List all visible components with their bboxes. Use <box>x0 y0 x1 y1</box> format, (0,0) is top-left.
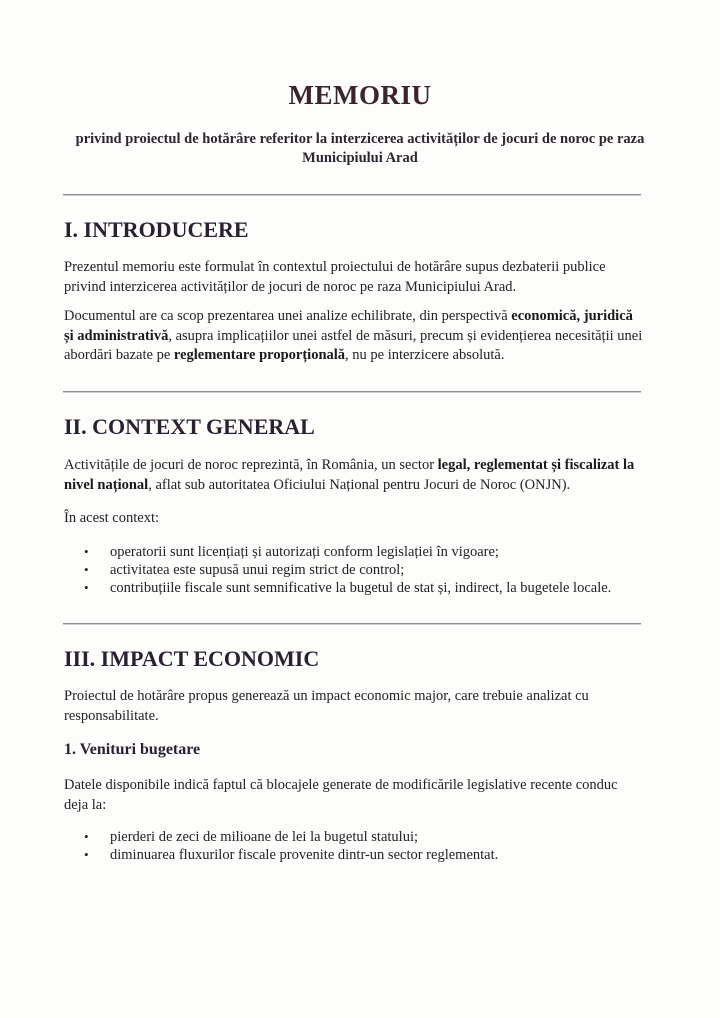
section-divider <box>63 623 641 625</box>
intro-p2-bold-a: economică, juridică și administrativă <box>64 308 633 344</box>
context-bullet-list <box>84 543 644 597</box>
section-heading-introducere: I. INTRODUCERE <box>64 217 249 242</box>
list-item: • diminuarea fluxurilor fiscale provenite dintr-un sector reglementat. <box>84 846 644 864</box>
context-p1-text-b: , aflat sub autoritatea Oficiului Național pentru Jocuri de Noroc (ONJN). <box>148 476 571 493</box>
section-heading-context-general: II. CONTEXT GENERAL <box>64 414 315 439</box>
section-divider <box>63 391 641 393</box>
document-title: MEMORIU <box>288 80 432 110</box>
document-subtitle: privind proiectul de hotărâre referitor la interzicerea activităților de jocuri de noroc pe raza Municipiului Arad <box>75 131 645 166</box>
list-item: • pierderi de zeci de milioane de lei la bugetul statului; <box>84 828 644 846</box>
impact-paragraph-2: Datele disponibile indică faptul că blocajele generate de modificările legislative recente conduc deja la: <box>64 777 618 813</box>
intro-p2-text-a: Documentul are ca scop prezentarea unei analize echilibrate, din perspectivă <box>64 308 512 324</box>
section-heading-impact-economic: III. IMPACT ECONOMIC <box>64 646 320 671</box>
intro-paragraph-2 <box>64 307 644 366</box>
impact-paragraph-1: Proiectul de hotărâre propus generează un impact economic major, care trebuie analizat cu responsabilitate. <box>64 688 589 724</box>
section-divider <box>63 194 641 196</box>
intro-p2-text-c: , nu pe interzicere absolută. <box>345 347 505 363</box>
subsection-heading-venituri-bugetare: 1. Venituri bugetare <box>64 741 201 758</box>
context-paragraph-1 <box>64 456 644 495</box>
intro-p2-bold-b: reglementare proporțională <box>173 347 346 363</box>
list-item: • contribuțiile fiscale sunt semnificative la bugetul de stat și, indirect, la bugetele locale. <box>84 579 644 597</box>
context-p1-text-a: Activitățile de jocuri de noroc reprezintă, în România, un sector <box>64 457 438 473</box>
intro-paragraph-1: Prezentul memoriu este formulat în contextul proiectului de hotărâre supus dezbaterii publice privind interzicerea activităților de jocuri de noroc pe raza Municipiului Arad. <box>64 259 606 295</box>
intro-p2-text-b: , asupra implicațiilor unei astfel de măsuri, precum și evidențierea necesității unei abordări bazate pe <box>64 327 643 363</box>
list-item: • operatorii sunt licențiați și autorizați conform legislației în vigoare; <box>84 543 644 561</box>
list-item: • activitatea este supusă unui regim strict de control; <box>84 561 644 579</box>
context-paragraph-2: În acest context: <box>64 510 160 526</box>
context-p1-bold: legal, reglementat și fiscalizat la nivel național <box>64 457 635 493</box>
impact-bullet-list <box>84 828 644 864</box>
